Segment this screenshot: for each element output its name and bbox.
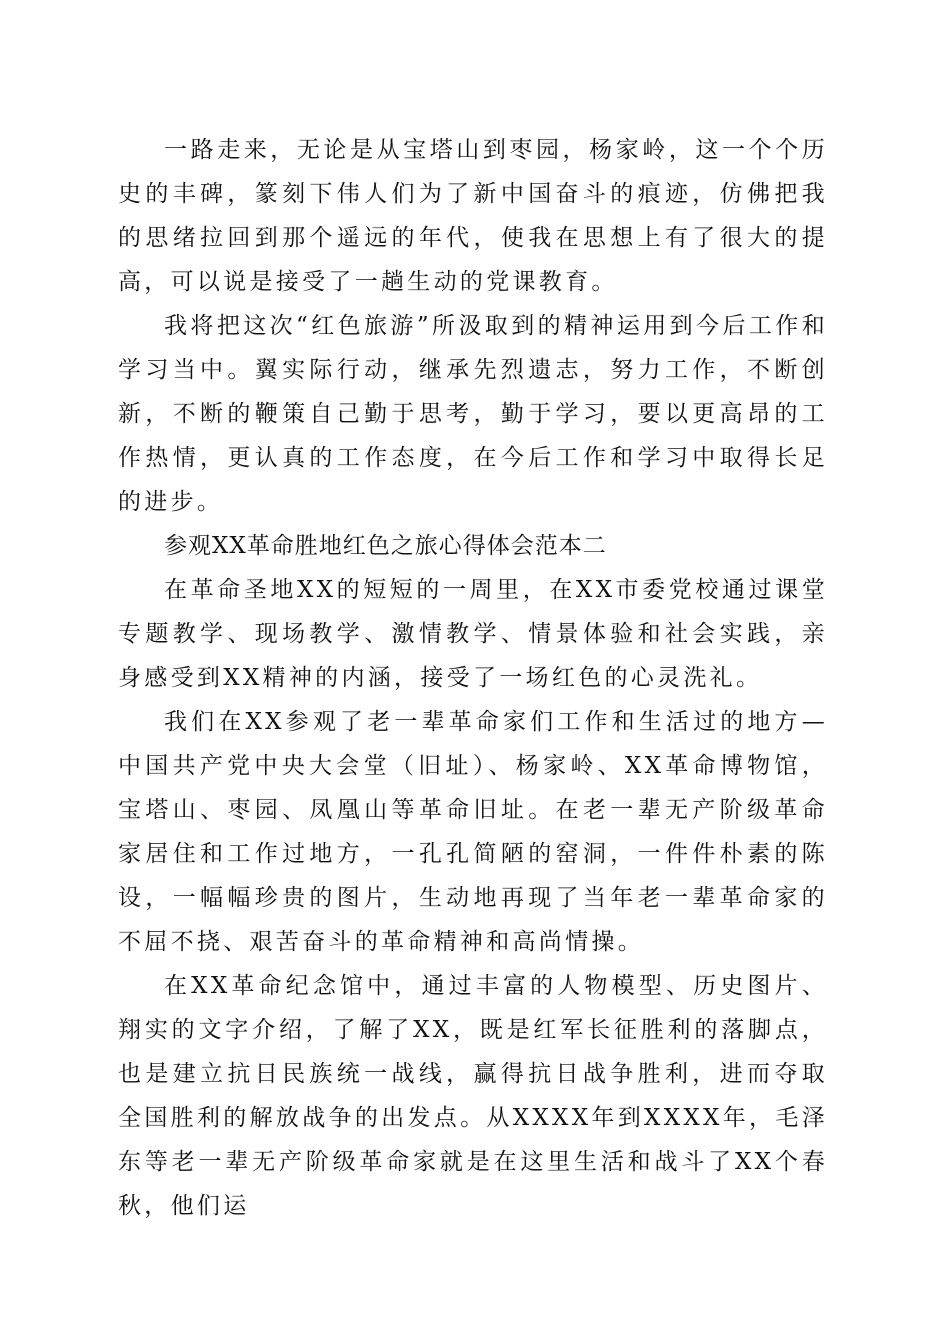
paragraph-5: 在XX革命纪念馆中，通过丰富的人物模型、历史图片、翔实的文字介绍，了解了XX，既是红军长征胜利的落脚点，也是建立抗日民族统一战线，赢得抗日战争胜利，进而夺取全国胜利的解放战争的出发点。从XXXX年到XXXX年，毛泽东等老一辈无产阶级革命家就是在这里生活和战斗了XX个春秋，他们运 xyxy=(118,973,828,1219)
paragraph-1: 一路走来，无论是从宝塔山到枣园，杨家岭，这一个个历史的丰碑，篆刻下伟人们为了新中国奋斗的痕迹，仿佛把我的思绪拉回到那个遥远的年代，使我在思想上有了很大的提高，可以说是接受了一趟生动的党课教育。 xyxy=(118,137,828,295)
paragraph-2: 我将把这次“红色旅游”所汲取到的精神运用到今后工作和学习当中。翼实际行动，继承先烈遗志，努力工作，不断创新，不断的鞭策自己勤于思考，勤于学习，要以更高昂的工作热情，更认真的工作态度，在今后工作和学习中取得长足的进步。 xyxy=(118,313,828,515)
paragraph-4: 我们在XX参观了老一辈革命家们工作和生活过的地方—中国共产党中央大会堂（旧址）、杨家岭、XX革命博物馆，宝塔山、枣园、凤凰山等革命旧址。在老一辈无产阶级革命家居住和工作过地方，一孔孔简陋的窑洞，一件件朴素的陈设，一幅幅珍贵的图片，生动地再现了当年老一辈革命家的不屈不挠、艰苦奋斗的革命精神和高尚情操。 xyxy=(118,709,828,955)
document-body xyxy=(118,128,828,1228)
paragraph-3: 在革命圣地XX的短短的一周里，在XX市委党校通过课堂专题教学、现场教学、激情教学、情景体验和社会实践，亲身感受到XX精神的内涵，接受了一场红色的心灵洗礼。 xyxy=(118,577,828,691)
section-heading: 参观XX革命胜地红色之旅心得体会范本二 xyxy=(164,533,607,559)
